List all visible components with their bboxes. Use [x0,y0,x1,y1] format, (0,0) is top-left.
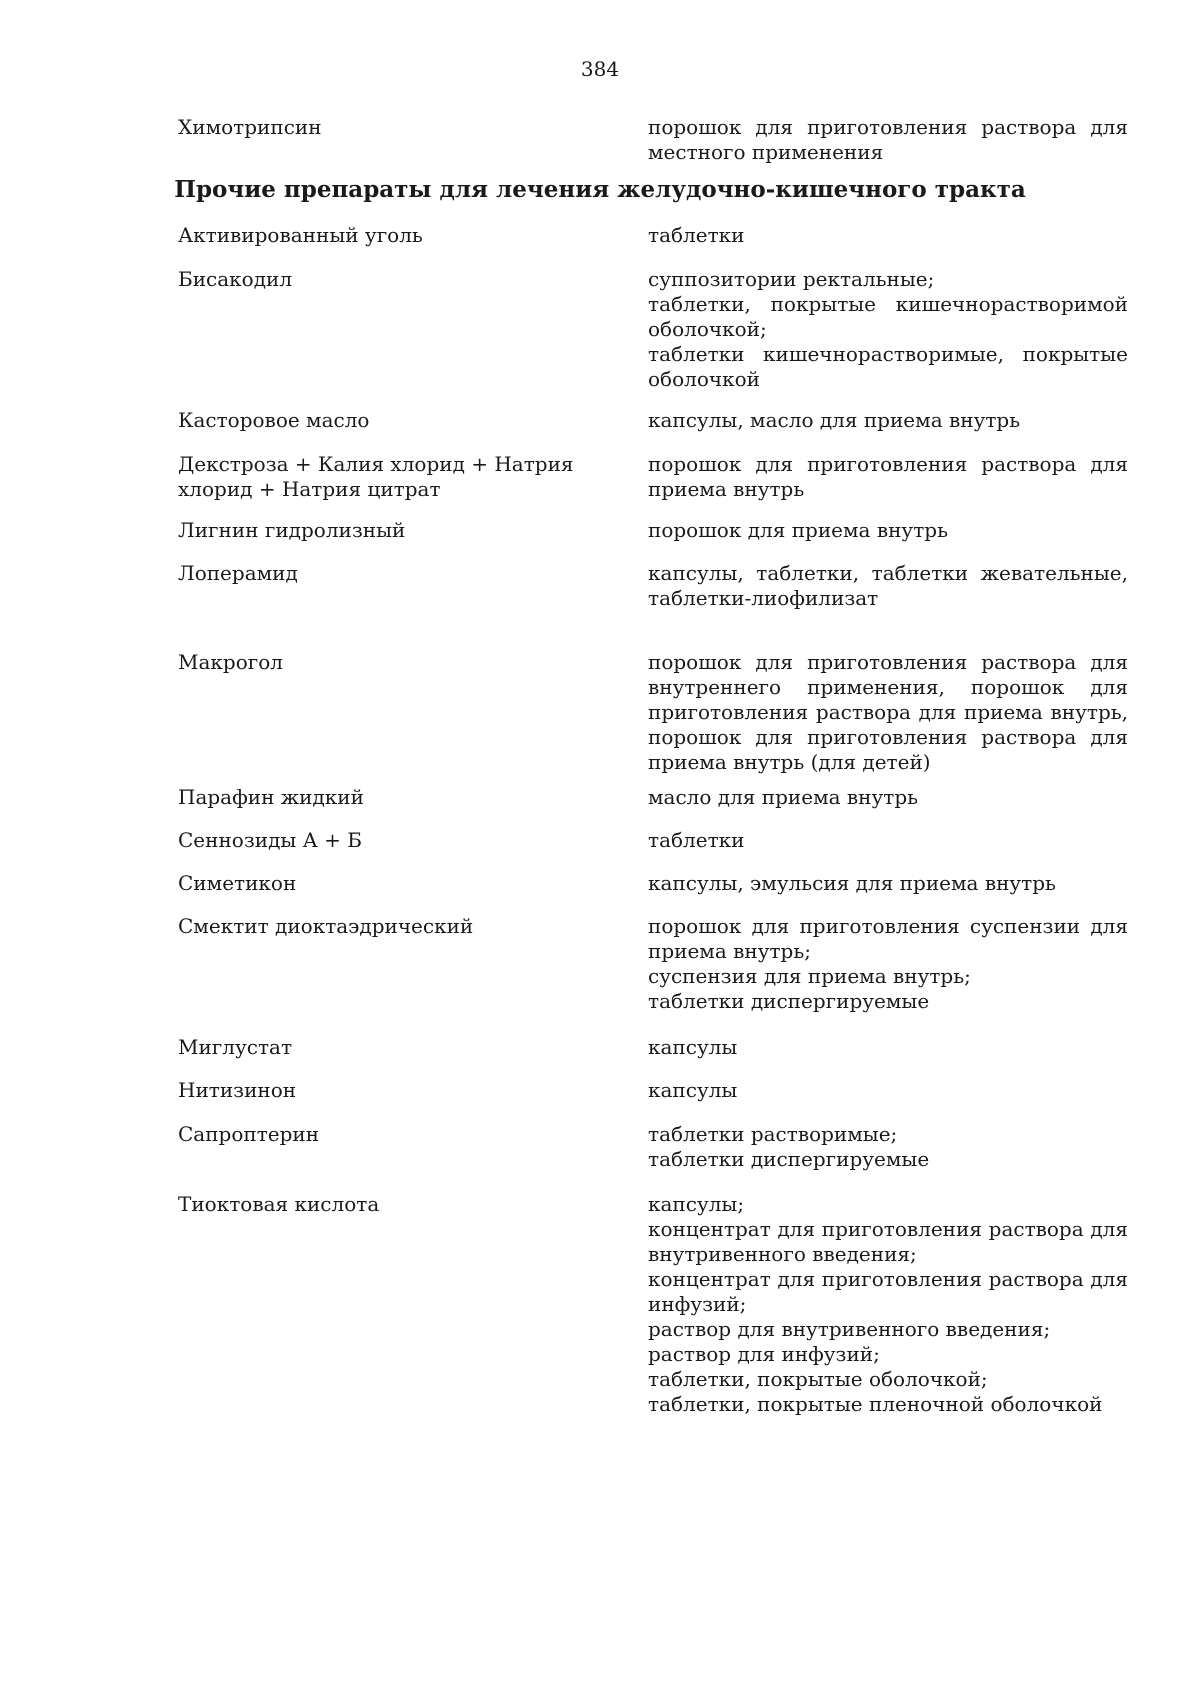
drug-name: Симетикон [178,871,297,895]
dosage-forms [648,1122,1128,1172]
dosage-form: таблетки диспергируемые [648,1147,930,1171]
drug-name: Лоперамид [178,561,298,585]
dosage-forms [648,561,1128,611]
dosage-forms [648,871,1128,896]
drug-name: Декстроза + Калия хлорид + Натрия хлорид + Натрия цитрат [178,452,574,501]
table-row [178,561,1128,611]
table-row [178,914,1128,1014]
dosage-form: капсулы, таблетки, таблетки жевательные, таблетки-лиофилизат [648,561,1128,610]
page-number: 384 [580,57,620,81]
dosage-form: порошок для приготовления раствора для местного применения [648,115,1128,164]
dosage-forms [648,267,1128,392]
drug-name: Касторовое масло [178,408,370,432]
dosage-form: капсулы, эмульсия для приема внутрь [648,871,1056,895]
drug-name: Макрогол [178,650,283,674]
table-row [178,828,1128,853]
dosage-forms [648,785,1128,810]
dosage-form: таблетки, покрытые оболочкой; [648,1367,988,1391]
dosage-form: таблетки растворимые; [648,1122,898,1146]
table-row [178,518,1128,543]
dosage-forms [648,518,1128,543]
table-row [178,408,1128,433]
dosage-forms [648,452,1128,502]
table-row [178,871,1128,896]
dosage-forms [648,1192,1128,1417]
dosage-forms [648,223,1128,248]
dosage-form: таблетки диспергируемые [648,989,930,1013]
table-row [178,452,1128,502]
table-row [178,1078,1128,1103]
table-row [178,1192,1128,1417]
drug-name: Тиоктовая кислота [178,1192,380,1216]
dosage-form: капсулы [648,1078,738,1102]
dosage-form: порошок для приготовления раствора для приема внутрь [648,452,1128,501]
section-title: Прочие препараты для лечения желудочно-кишечного тракта [174,176,1026,203]
drug-name: Сеннозиды А + Б [178,828,362,852]
table-row [178,1035,1128,1060]
table-row [178,223,1128,248]
dosage-forms [648,115,1128,165]
table-row [178,1122,1128,1172]
dosage-form: концентрат для приготовления раствора для инфузий; [648,1267,1128,1316]
dosage-form: капсулы; [648,1192,745,1216]
drug-name: Химотрипсин [178,115,322,139]
dosage-forms [648,828,1128,853]
table-row [178,115,1128,165]
dosage-form: таблетки [648,828,745,852]
table-row [178,785,1128,810]
dosage-forms [648,408,1128,433]
dosage-form: суппозитории ректальные; [648,267,935,291]
dosage-form: раствор для инфузий; [648,1342,880,1366]
dosage-form: раствор для внутривенного введения; [648,1317,1051,1341]
dosage-form: порошок для приготовления раствора для внутреннего применения, порошок для приготовления раствора для приема внутрь, порошок для приготовления раствора для приема внутрь (для детей) [648,650,1128,774]
dosage-forms [648,650,1128,775]
drug-name: Лигнин гидролизный [178,518,406,542]
drug-name: Активированный уголь [178,223,423,247]
drug-name: Нитизинон [178,1078,297,1102]
drug-name: Бисакодил [178,267,293,291]
dosage-form: порошок для приготовления суспензии для приема внутрь; [648,914,1128,963]
dosage-form: таблетки, покрытые кишечнорастворимой оболочкой; [648,292,1128,341]
dosage-forms [648,914,1128,1014]
table-row [178,267,1128,392]
dosage-form: масло для приема внутрь [648,785,919,809]
top-table [178,115,1128,165]
dosage-form: таблетки кишечнорастворимые, покрытые оболочкой [648,342,1128,391]
dosage-form: таблетки [648,223,745,247]
dosage-forms [648,1035,1128,1060]
drug-name: Миглустат [178,1035,293,1059]
table-row [178,650,1128,775]
dosage-form: концентрат для приготовления раствора для внутривенного введения; [648,1217,1128,1266]
dosage-form: порошок для приема внутрь [648,518,948,542]
dosage-form: суспензия для приема внутрь; [648,964,971,988]
dosage-form: таблетки, покрытые пленочной оболочкой [648,1392,1103,1416]
drug-name: Сапроптерин [178,1122,320,1146]
drug-name: Парафин жидкий [178,785,364,809]
dosage-forms [648,1078,1128,1103]
dosage-form: капсулы, масло для приема внутрь [648,408,1021,432]
drug-name: Смектит диоктаэдрический [178,914,474,938]
dosage-form: капсулы [648,1035,738,1059]
